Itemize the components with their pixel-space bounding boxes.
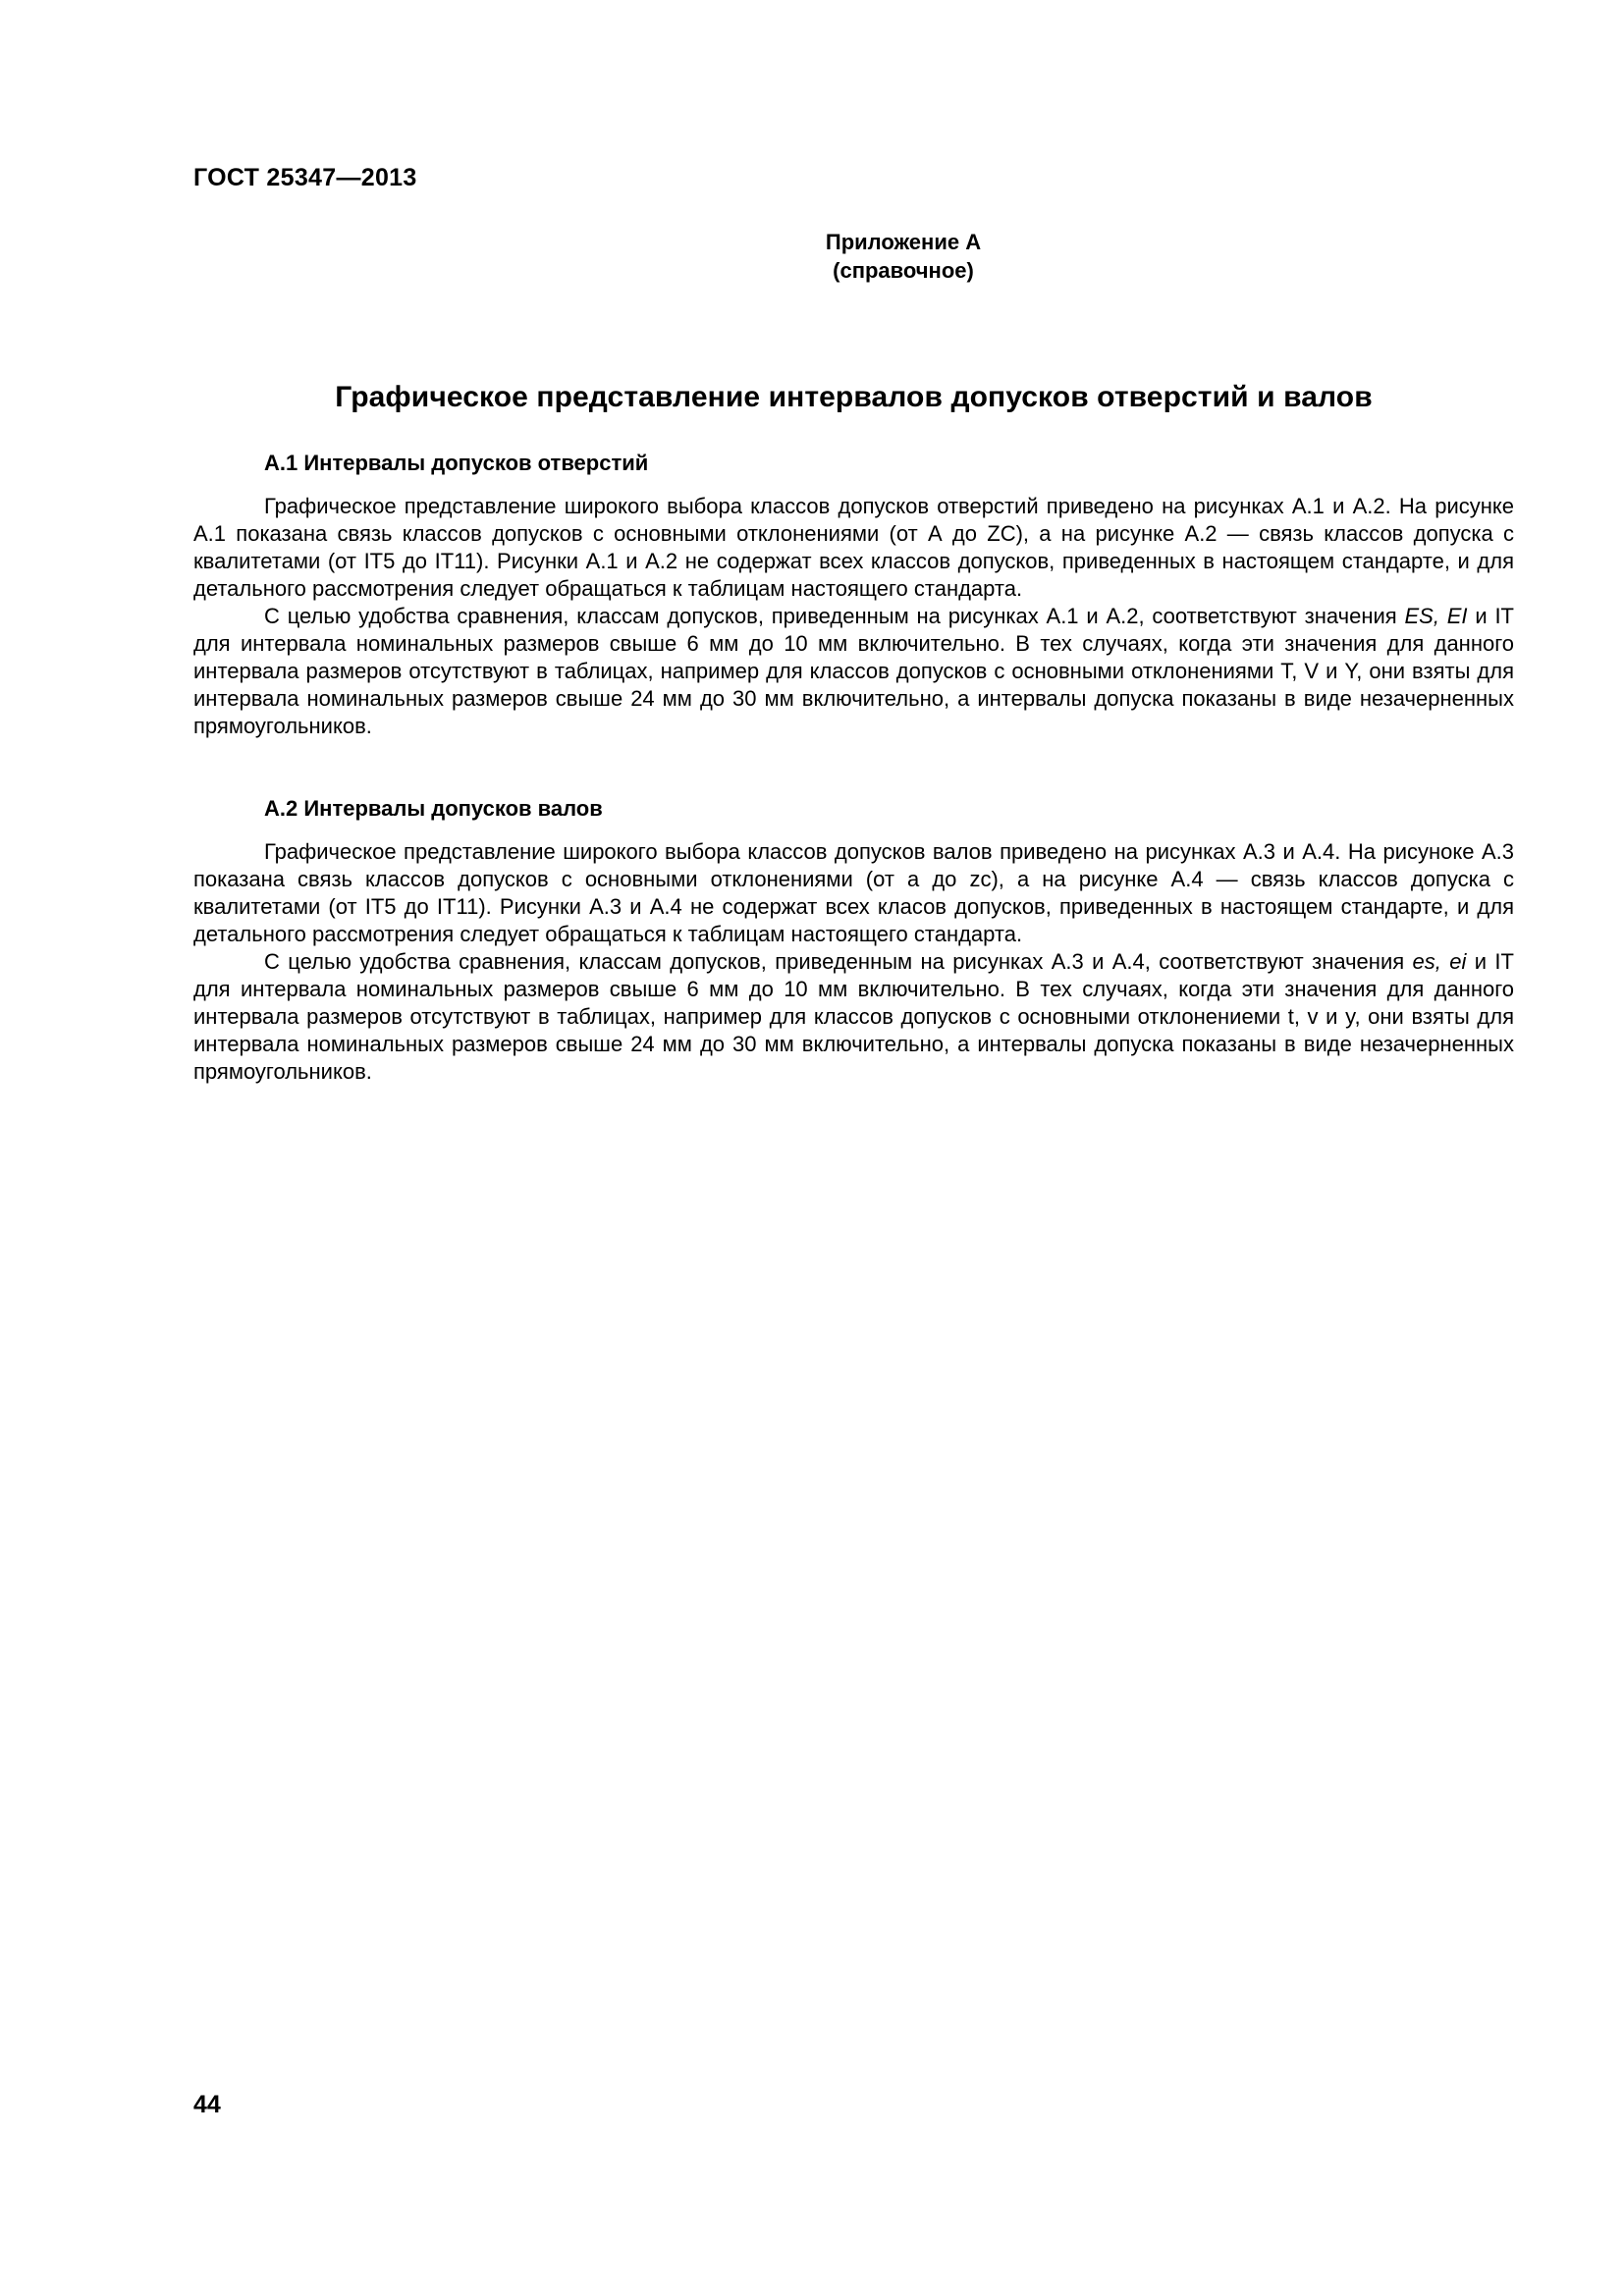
- appendix-heading: [687, 228, 1119, 285]
- page-title: Графическое представление интервалов допусков отверстий и валов: [335, 381, 1373, 413]
- paragraph-text: С целью удобства сравнения, классам допусков, приведенным на рисунках А.1 и А.2, соответствуют значения: [264, 604, 1405, 628]
- page-number: 44: [193, 2091, 221, 2118]
- paragraph-text: и IT для интервала номинальных размеров свыше 6 мм до 10 мм включительно. В тех случаях, когда эти значения для данного интервала размеров отсутствуют в таблицах, например для классов допусков с основными отклонениеми t, v и y, они взяты для интервала номинальных размеров свыше 24 мм до 30 мм включительно, а интервалы допуска показаны в виде незачерненных прямоугольников.: [193, 949, 1514, 1084]
- section-holes: [193, 450, 1514, 740]
- appendix-label: Приложение А: [825, 230, 982, 254]
- paragraph: Графическое представление широкого выбора классов допусков отверстий приведено на рисунках А.1 и А.2. На рисунке А.1 показана связь классов допусков с основными отклонениями (от А до ZC), а на рисунке А.2 — связь классов допуска с квалитетами (от IT5 до IT11). Рисунки А.1 и А.2 не содержат всех классов допусков, приведенных в настоящем стандарте, и для детального рассмотрения следует обращаться к таблицам настоящего стандарта.: [193, 494, 1514, 601]
- section-title: А.2 Интервалы допусков валов: [264, 796, 603, 821]
- appendix-type: (справочное): [833, 258, 974, 283]
- document-code: ГОСТ 25347—2013: [193, 164, 417, 191]
- italic-symbols: es, ei: [1412, 949, 1467, 974]
- paragraph: [193, 603, 1514, 740]
- italic-symbols: ES, EI: [1404, 604, 1468, 628]
- paragraph: [193, 948, 1514, 1086]
- paragraph-text: и IT для интервала номинальных размеров свыше 6 мм до 10 мм включительно. В тех случаях, когда эти значения для данного интервала размеров отсутствуют в таблицах, например для классов допусков с основными отклонениями T, V и Y, они взяты для интервала номинальных размеров свыше 24 мм до 30 мм включительно, а интервалы допуска показаны в виде незачерненных прямоугольников.: [193, 604, 1514, 738]
- paragraph-text: С целью удобства сравнения, классам допусков, приведенным на рисунках А.3 и А.4, соответствуют значения: [264, 949, 1413, 974]
- section-title: А.1 Интервалы допусков отверстий: [264, 451, 649, 475]
- section-shafts: [193, 795, 1514, 1086]
- paragraph: Графическое представление широкого выбора классов допусков валов приведено на рисунках А.3 и А.4. На рисуноке А.3 показана связь классов допусков с основными отклонениями (от a до zc), а на рисунке А.4 — связь классов допуска с квалитетами (от IT5 до IT11). Рисунки А.3 и А.4 не содержат всех класов допусков, приведенных в настоящем стандарте, и для детального рассмотрения следует обращаться к таблицам настоящего стандарта.: [193, 839, 1514, 946]
